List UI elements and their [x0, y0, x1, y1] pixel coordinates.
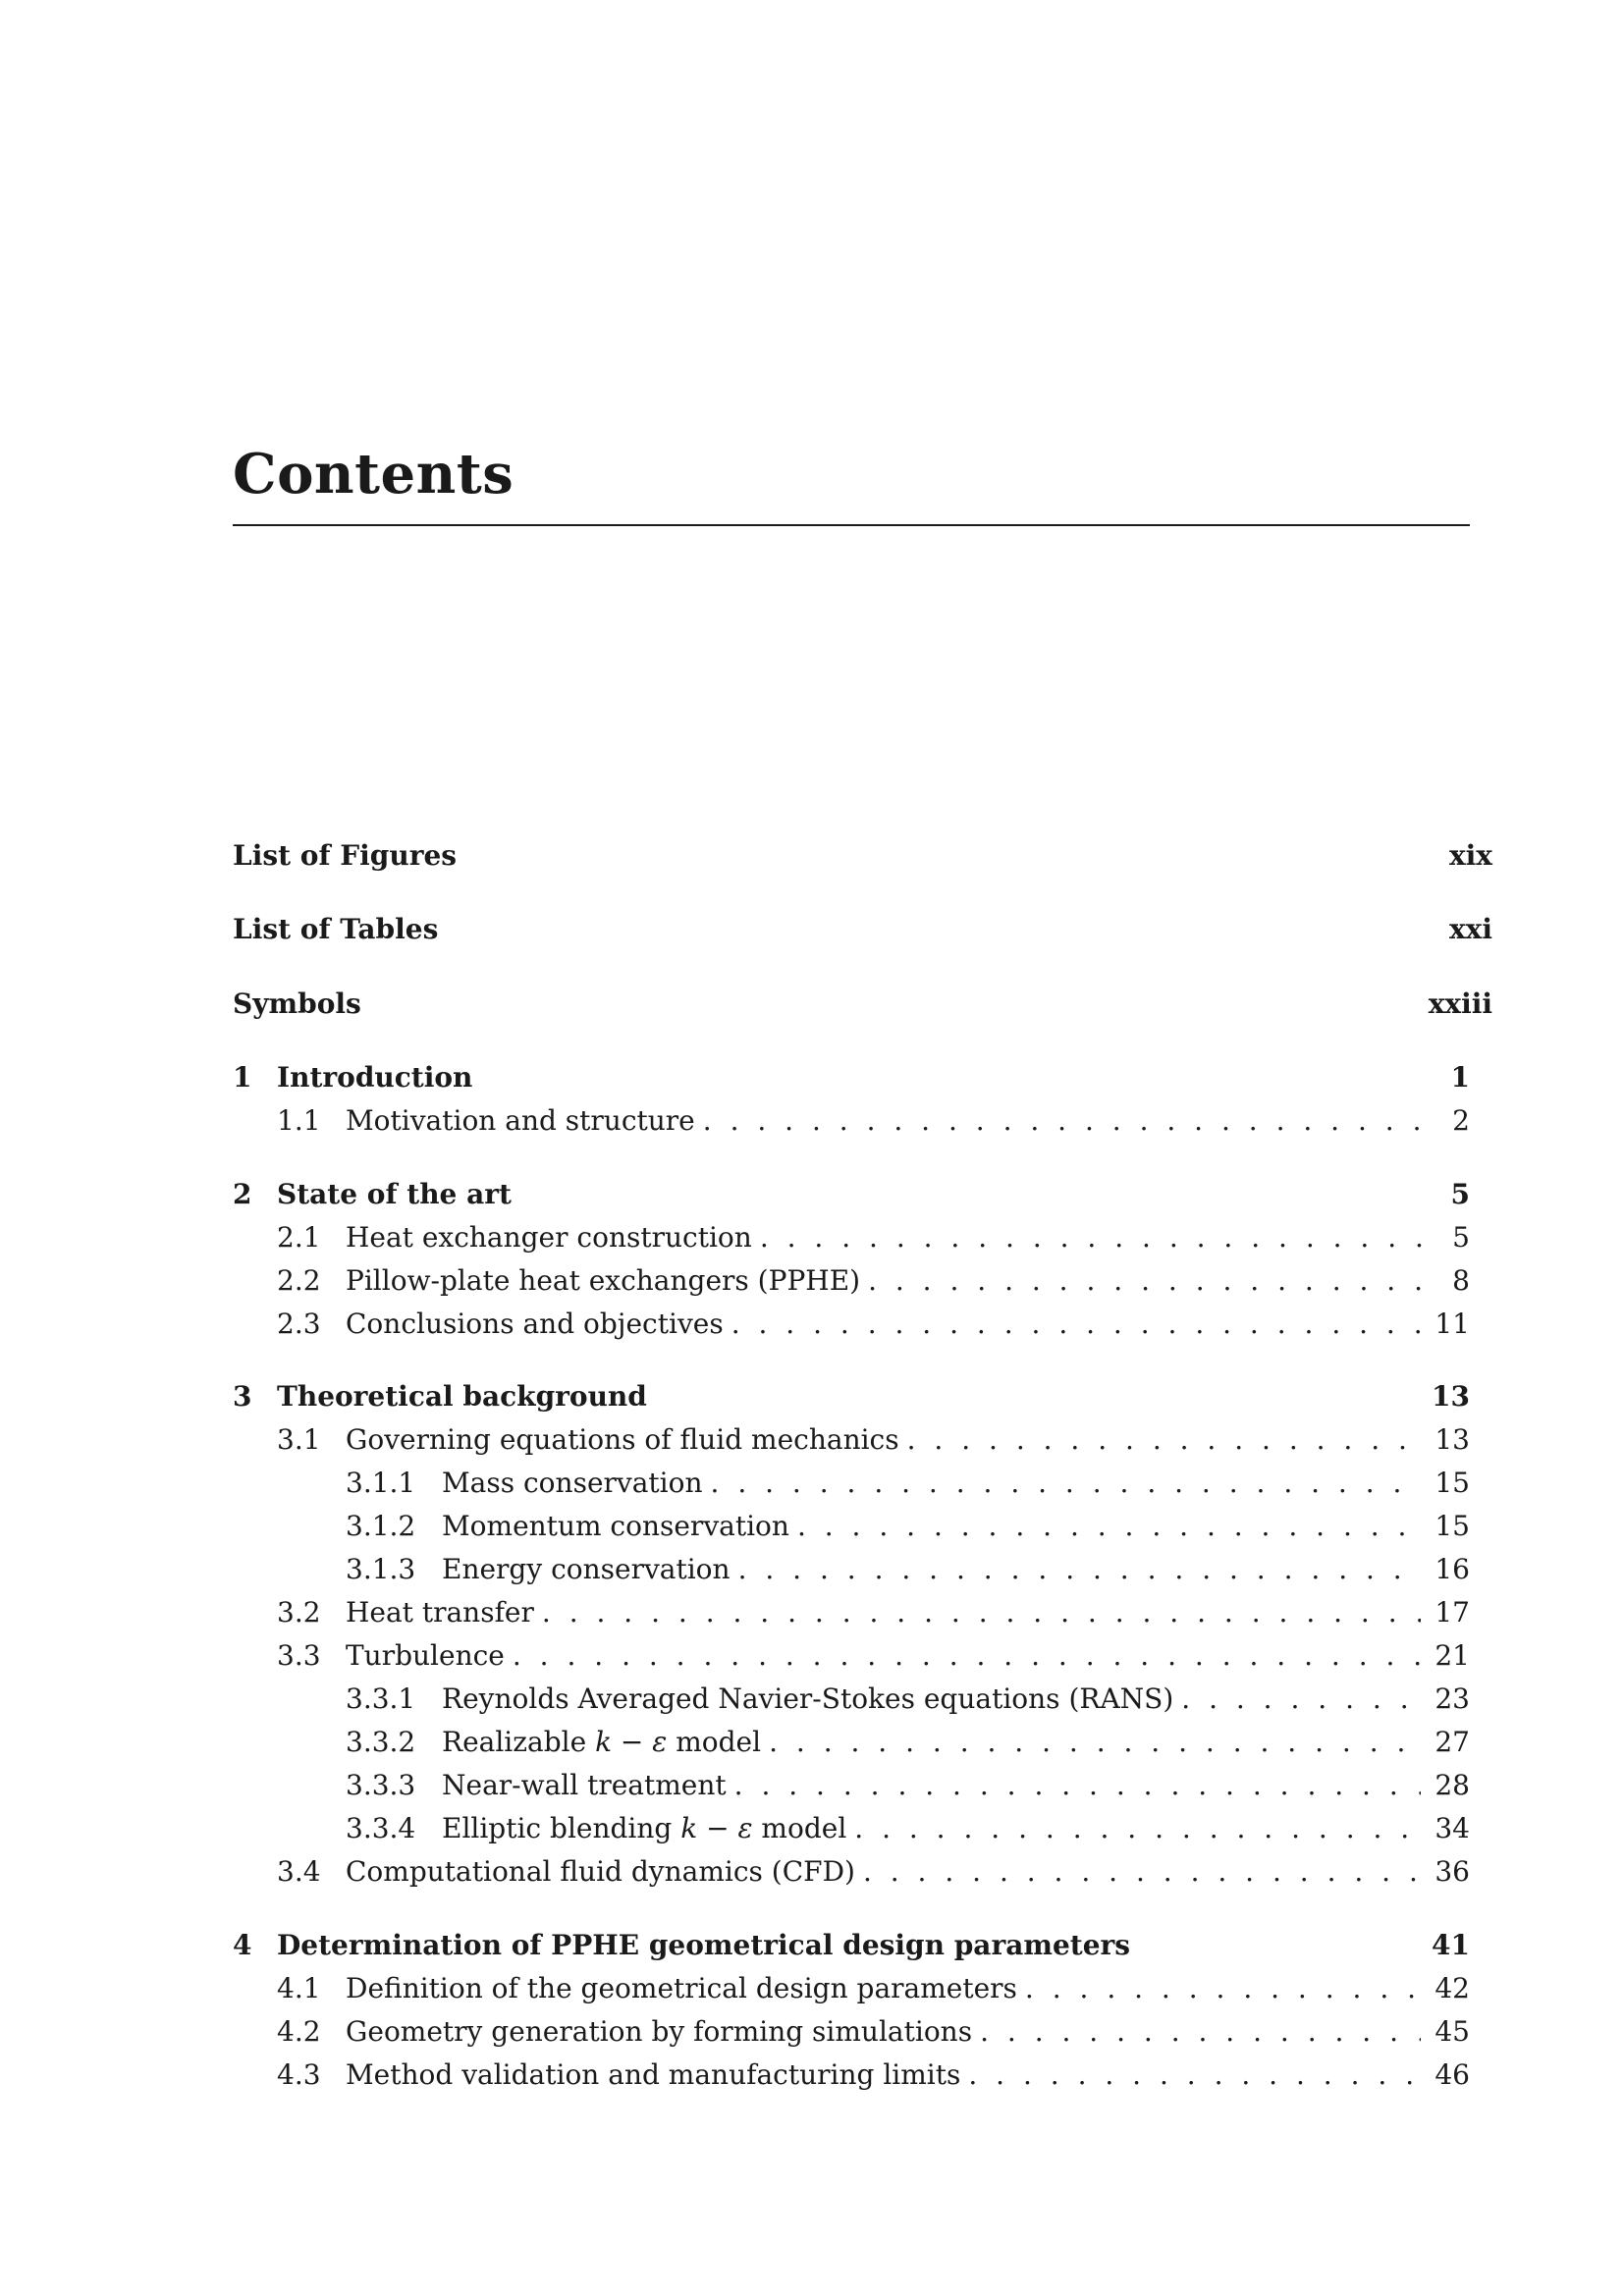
math-expression: k − ε [595, 1726, 668, 1758]
subsection-page: 34 [1435, 1812, 1470, 1844]
toc-subsection-3-3-3[interactable] [233, 1768, 1470, 1803]
dot-leader [968, 2057, 1421, 2093]
toc-section-2-1[interactable] [233, 1220, 1470, 1255]
section-page: 2 [1452, 1104, 1470, 1137]
toc-chapter-1[interactable] [233, 1060, 1470, 1095]
section-number: 2.3 [277, 1308, 321, 1340]
toc-section-3-4[interactable] [233, 1854, 1470, 1890]
section-page: 13 [1435, 1423, 1470, 1456]
section-title: Conclusions and objectives [346, 1308, 724, 1340]
chapter-page: 1 [1450, 1061, 1470, 1094]
dot-leader [1025, 1971, 1421, 2006]
section-page: 17 [1435, 1596, 1470, 1629]
section-number: 1.1 [277, 1104, 321, 1137]
dot-leader [711, 1466, 1422, 1501]
toc-section-3-3[interactable] [233, 1638, 1470, 1674]
subsection-page: 28 [1435, 1769, 1470, 1801]
dot-leader [769, 1725, 1421, 1760]
chapter-page: 13 [1432, 1380, 1470, 1413]
section-title: Heat transfer [346, 1596, 534, 1629]
chapter-title: Determination of PPHE geometrical design parameters [277, 1929, 1131, 1961]
toc-section-3-1[interactable] [233, 1422, 1470, 1458]
section-number: 4.1 [277, 1972, 321, 2004]
subsection-page: 27 [1435, 1726, 1470, 1758]
section-page: 21 [1435, 1639, 1470, 1672]
page-title: Contents [233, 442, 514, 507]
subsection-title: Energy conservation [442, 1553, 731, 1585]
subsection-title [442, 1725, 761, 1760]
dot-leader [760, 1220, 1427, 1255]
toc-subsection-3-1-2[interactable] [233, 1509, 1470, 1544]
toc-section-4-3[interactable] [233, 2057, 1470, 2093]
section-number: 4.3 [277, 2058, 321, 2091]
dot-leader [854, 1811, 1421, 1846]
dot-leader [868, 1263, 1427, 1299]
section-number: 2.2 [277, 1264, 321, 1297]
toc-chapter-2[interactable] [233, 1177, 1470, 1212]
chapter-page: 41 [1432, 1929, 1470, 1961]
toc-subsection-3-1-3[interactable] [233, 1552, 1470, 1587]
toc-entry-title: List of Tables [233, 913, 439, 945]
toc-entry-list-of-figures[interactable] [233, 838, 1492, 874]
math-expression: k − ε [680, 1812, 753, 1844]
dot-leader [1181, 1682, 1421, 1717]
section-title: Motivation and structure [346, 1104, 695, 1137]
toc-entry-symbols[interactable] [233, 987, 1492, 1022]
toc-entry-page: xxi [1448, 913, 1492, 945]
section-page: 11 [1435, 1308, 1470, 1340]
chapter-page: 5 [1450, 1178, 1470, 1210]
subsection-title: Mass conservation [442, 1467, 703, 1499]
section-title: Heat exchanger construction [346, 1221, 752, 1254]
toc-entry-page: xxiii [1428, 988, 1492, 1020]
section-number: 3.2 [277, 1596, 321, 1629]
subsection-page: 15 [1435, 1510, 1470, 1542]
section-title: Pillow-plate heat exchangers (PPHE) [346, 1264, 861, 1297]
chapter-title: Theoretical background [277, 1380, 647, 1413]
dot-leader [797, 1509, 1421, 1544]
toc-entry-list-of-tables[interactable] [233, 912, 1492, 947]
title-text-pre: Realizable [442, 1726, 596, 1758]
dot-leader [513, 1638, 1421, 1674]
subsection-number: 3.3.3 [346, 1769, 416, 1801]
toc-subsection-3-3-4[interactable] [233, 1811, 1470, 1846]
toc-section-2-3[interactable] [233, 1307, 1470, 1342]
section-page: 46 [1435, 2058, 1470, 2091]
chapter-number: 3 [233, 1380, 252, 1413]
title-text-post: model [752, 1812, 847, 1844]
toc-section-1-1[interactable] [233, 1103, 1470, 1139]
subsection-page: 23 [1435, 1682, 1470, 1715]
section-title: Turbulence [346, 1639, 505, 1672]
chapter-number: 2 [233, 1178, 252, 1210]
dot-leader [542, 1595, 1421, 1630]
dot-leader [980, 2014, 1421, 2050]
section-page: 5 [1452, 1221, 1470, 1254]
section-title: Computational fluid dynamics (CFD) [346, 1855, 855, 1888]
subsection-page: 15 [1435, 1467, 1470, 1499]
toc-subsection-3-3-1[interactable] [233, 1682, 1470, 1717]
toc-section-4-1[interactable] [233, 1971, 1470, 2006]
section-title: Definition of the geometrical design parameters [346, 1972, 1017, 2004]
toc-section-4-2[interactable] [233, 2014, 1470, 2050]
toc-subsection-3-3-2[interactable] [233, 1725, 1470, 1760]
subsection-number: 3.1.3 [346, 1553, 416, 1585]
toc-section-3-2[interactable] [233, 1595, 1470, 1630]
toc-entry-page: xix [1448, 839, 1492, 872]
dot-leader [731, 1307, 1422, 1342]
dot-leader [703, 1103, 1427, 1139]
toc-section-2-2[interactable] [233, 1263, 1470, 1299]
subsection-page: 16 [1435, 1553, 1470, 1585]
dot-leader [734, 1768, 1422, 1803]
toc-entry-title: Symbols [233, 988, 361, 1020]
section-number: 3.3 [277, 1639, 321, 1672]
title-rule [233, 524, 1470, 526]
chapter-number: 4 [233, 1929, 252, 1961]
section-number: 3.1 [277, 1423, 321, 1456]
subsection-title: Momentum conservation [442, 1510, 789, 1542]
subsection-title [442, 1811, 846, 1846]
dot-leader [907, 1422, 1422, 1458]
section-title: Governing equations of fluid mechanics [346, 1423, 899, 1456]
subsection-number: 3.3.1 [346, 1682, 416, 1715]
section-number: 2.1 [277, 1221, 321, 1254]
section-number: 4.2 [277, 2015, 321, 2048]
toc-chapter-4[interactable] [233, 1928, 1470, 1963]
subsection-title: Near-wall treatment [442, 1769, 727, 1801]
section-number: 3.4 [277, 1855, 321, 1888]
dot-leader [738, 1552, 1422, 1587]
title-text-post: model [667, 1726, 762, 1758]
section-page: 45 [1435, 2015, 1470, 2048]
title-text-pre: Elliptic blending [442, 1812, 681, 1844]
toc-entry-title: List of Figures [233, 839, 458, 872]
subsection-number: 3.1.1 [346, 1467, 416, 1499]
section-page: 36 [1435, 1855, 1470, 1888]
subsection-title: Reynolds Averaged Navier-Stokes equations (RANS) [442, 1682, 1174, 1715]
subsection-number: 3.3.4 [346, 1812, 416, 1844]
subsection-number: 3.3.2 [346, 1726, 416, 1758]
section-page: 42 [1435, 1972, 1470, 2004]
subsection-number: 3.1.2 [346, 1510, 416, 1542]
chapter-title: Introduction [277, 1061, 473, 1094]
chapter-title: State of the art [277, 1178, 512, 1210]
chapter-number: 1 [233, 1061, 252, 1094]
toc-subsection-3-1-1[interactable] [233, 1466, 1470, 1501]
dot-leader [863, 1854, 1421, 1890]
section-page: 8 [1452, 1264, 1470, 1297]
toc-chapter-3[interactable] [233, 1379, 1470, 1415]
section-title: Method validation and manufacturing limits [346, 2058, 961, 2091]
section-title: Geometry generation by forming simulations [346, 2015, 973, 2048]
